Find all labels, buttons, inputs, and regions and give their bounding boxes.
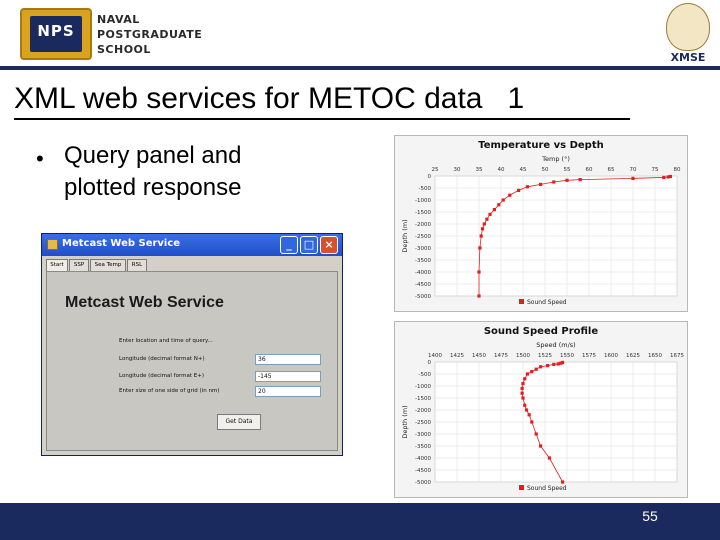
x-tick-label: 75 — [651, 167, 659, 173]
data-point — [523, 377, 526, 380]
data-point — [478, 246, 481, 249]
y-tick-label: -2500 — [415, 234, 431, 240]
latitude-input[interactable]: 36 — [255, 354, 321, 365]
data-point — [669, 175, 672, 178]
data-point — [480, 234, 483, 237]
mascot-face-icon — [666, 3, 710, 51]
tab-ssp[interactable]: SSP — [69, 259, 89, 271]
data-point — [497, 203, 500, 206]
tab-start[interactable]: Start — [46, 259, 68, 271]
slide-header — [0, 0, 720, 70]
close-button[interactable]: × — [320, 236, 338, 254]
bullet-line: Query panel and — [64, 142, 242, 169]
data-point — [535, 368, 538, 371]
data-point — [521, 396, 524, 399]
minimize-button[interactable]: _ — [280, 236, 298, 254]
data-point — [493, 208, 496, 211]
y-tick-label: -3000 — [415, 246, 431, 252]
data-point — [530, 420, 533, 423]
data-point — [561, 480, 564, 483]
query-panel — [46, 271, 338, 451]
longitude-input[interactable]: -145 — [255, 371, 321, 382]
y-tick-label: -3500 — [415, 444, 431, 450]
y-tick-label: -1500 — [415, 210, 431, 216]
x-tick-label: 1450 — [472, 353, 486, 359]
data-point — [552, 180, 555, 183]
legend-swatch — [519, 485, 524, 490]
y-tick-label: -4000 — [415, 456, 431, 462]
field-label: Longitude (decimal format N+) — [119, 356, 205, 362]
x-tick-label: 1425 — [450, 353, 464, 359]
y-tick-label: -2000 — [415, 222, 431, 228]
app-icon — [47, 239, 58, 250]
y-tick-label: -2000 — [415, 408, 431, 414]
data-point — [488, 213, 491, 216]
data-point — [579, 178, 582, 181]
window-title: Metcast Web Service — [62, 238, 181, 249]
y-tick-label: -1500 — [415, 396, 431, 402]
data-point — [552, 363, 555, 366]
x-tick-label: 80 — [673, 167, 681, 173]
x-tick-label: 70 — [629, 167, 637, 173]
y-axis-label: Depth (m) — [401, 405, 409, 439]
grid-size-input[interactable]: 20 — [255, 386, 321, 397]
y-tick-label: 0 — [427, 174, 431, 180]
data-point — [521, 382, 524, 385]
field-label: Longitude (decimal format E+) — [119, 373, 205, 379]
data-point — [517, 189, 520, 192]
data-point — [477, 294, 480, 297]
data-point — [557, 362, 560, 365]
data-point — [521, 387, 524, 390]
y-tick-label: -3500 — [415, 258, 431, 264]
field-label: Enter size of one side of grid (in nm) — [119, 388, 220, 394]
maximize-button[interactable]: □ — [300, 236, 318, 254]
temperature-chart-svg — [395, 136, 687, 311]
bullet-line: plotted response — [64, 174, 242, 201]
panel-intro: Enter location and time of query... — [119, 338, 213, 344]
x-tick-label: 1650 — [648, 353, 662, 359]
slide-footer — [0, 503, 720, 540]
x-axis-label: Temp (°) — [542, 155, 570, 163]
nps-logo-text: NPS — [37, 22, 75, 40]
x-tick-label: 45 — [519, 167, 527, 173]
x-tick-label: 50 — [541, 167, 549, 173]
y-tick-label: -2500 — [415, 420, 431, 426]
chart-title: Sound Speed Profile — [483, 326, 599, 337]
y-tick-label: -1000 — [415, 198, 431, 204]
data-point — [526, 185, 529, 188]
x-tick-label: 1500 — [516, 353, 530, 359]
data-point — [546, 364, 549, 367]
xmse-logo — [660, 3, 716, 65]
data-point — [539, 183, 542, 186]
header-divider — [0, 66, 720, 70]
data-point — [521, 392, 524, 395]
legend-label: Sound Speed — [527, 485, 567, 492]
x-tick-label: 30 — [453, 167, 461, 173]
data-point — [481, 227, 484, 230]
panel-heading: Metcast Web Service — [65, 294, 224, 311]
data-point — [523, 404, 526, 407]
xmse-label: XMSE — [660, 51, 716, 64]
y-tick-label: -1000 — [415, 384, 431, 390]
y-tick-label: -500 — [418, 186, 431, 192]
tab-rsl[interactable]: RSL — [127, 259, 147, 271]
data-point — [525, 408, 528, 411]
y-tick-label: 0 — [427, 360, 431, 366]
x-tick-label: 1475 — [494, 353, 508, 359]
x-axis-label: Speed (m/s) — [536, 341, 576, 349]
sound-speed-chart-svg — [395, 322, 687, 497]
data-point — [528, 413, 531, 416]
data-point — [662, 176, 665, 179]
tab-sea-temp[interactable]: Sea Temp — [90, 259, 126, 271]
y-tick-label: -500 — [418, 372, 431, 378]
data-point — [477, 270, 480, 273]
x-tick-label: 65 — [607, 167, 615, 173]
title-underline — [14, 118, 630, 120]
y-tick-label: -4500 — [415, 282, 431, 288]
y-tick-label: -4500 — [415, 468, 431, 474]
x-tick-label: 1600 — [604, 353, 618, 359]
sound-speed-chart — [394, 321, 688, 498]
x-tick-label: 1400 — [428, 353, 442, 359]
bullet-text — [64, 140, 364, 204]
x-tick-label: 35 — [475, 167, 483, 173]
x-tick-label: 40 — [497, 167, 505, 173]
legend-label: Sound Speed — [527, 299, 567, 306]
data-point — [539, 365, 542, 368]
data-point — [502, 198, 505, 201]
y-tick-label: -3000 — [415, 432, 431, 438]
page-number: 55 — [642, 508, 658, 524]
window-titlebar[interactable] — [42, 234, 342, 256]
nps-logo — [20, 8, 92, 60]
x-tick-label: 1625 — [626, 353, 640, 359]
x-tick-label: 1575 — [582, 353, 596, 359]
school-name-line1: NAVAL — [97, 13, 140, 26]
data-point — [483, 222, 486, 225]
metcast-window — [41, 233, 343, 456]
data-point — [530, 370, 533, 373]
data-point — [535, 432, 538, 435]
get-data-button[interactable]: Get Data — [217, 414, 261, 430]
data-point — [508, 194, 511, 197]
data-point — [539, 444, 542, 447]
x-tick-label: 55 — [563, 167, 571, 173]
x-tick-label: 25 — [431, 167, 439, 173]
x-tick-label: 1550 — [560, 353, 574, 359]
y-tick-label: -5000 — [415, 480, 431, 486]
bullet-icon: • — [36, 146, 44, 171]
y-tick-label: -5000 — [415, 294, 431, 300]
data-point — [485, 218, 488, 221]
temperature-chart — [394, 135, 688, 312]
y-tick-label: -4000 — [415, 270, 431, 276]
legend-swatch — [519, 299, 524, 304]
x-tick-label: 60 — [585, 167, 593, 173]
data-point — [548, 456, 551, 459]
school-name-line2: POSTGRADUATE — [97, 28, 203, 41]
slide-title: XML web services for METOC data 1 — [14, 82, 525, 115]
school-name-line3: SCHOOL — [97, 43, 151, 56]
x-tick-label: 1525 — [538, 353, 552, 359]
data-point — [565, 179, 568, 182]
data-point — [631, 177, 634, 180]
chart-title: Temperature vs Depth — [478, 140, 604, 151]
x-tick-label: 1675 — [670, 353, 684, 359]
data-point — [526, 372, 529, 375]
y-axis-label: Depth (m) — [401, 219, 409, 253]
school-name — [97, 12, 202, 57]
